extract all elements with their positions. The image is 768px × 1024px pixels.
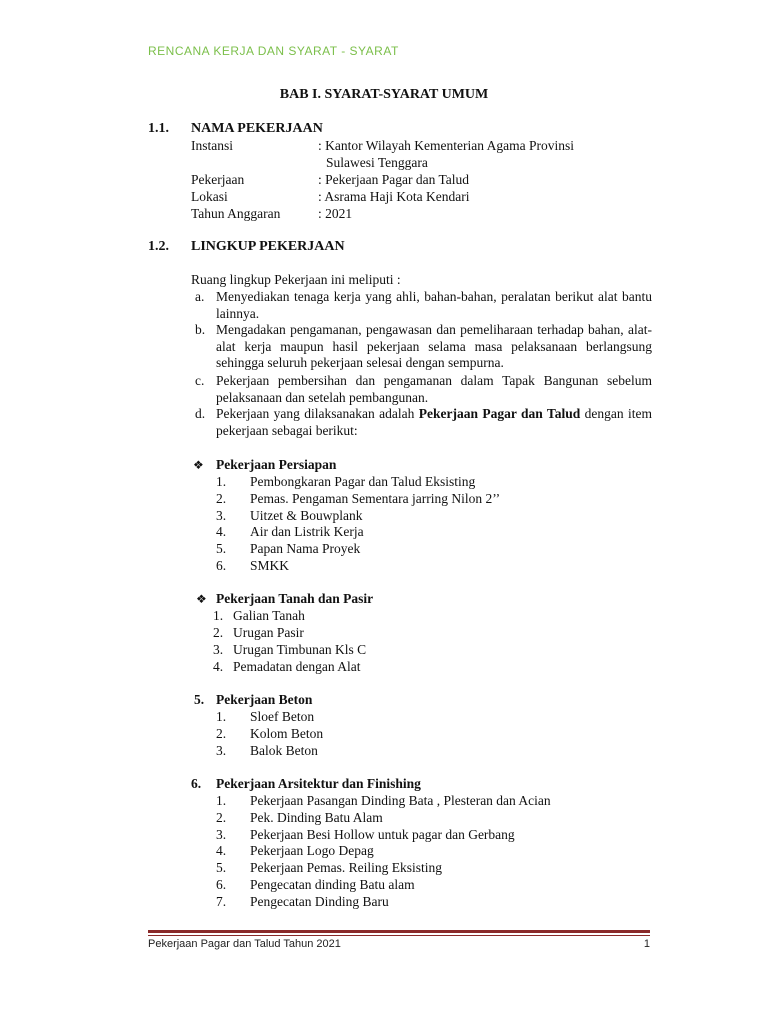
list-item-number: 1. (216, 474, 227, 489)
list-item: Urugan Pasir (233, 625, 304, 640)
scope-item-text-after: dengan item pekerjaan sebagai berikut: (216, 406, 652, 438)
group-number: 6. (191, 776, 202, 791)
list-item: Uitzet & Bouwplank (250, 508, 363, 523)
list-item: Galian Tanah (233, 608, 305, 623)
list-item: Pengecatan Dinding Baru (250, 894, 389, 909)
group-title: Pekerjaan Arsitektur dan Finishing (216, 776, 421, 791)
scope-item-letter: b. (195, 322, 206, 337)
list-item-number: 4. (213, 659, 224, 674)
list-item-number: 2. (216, 810, 227, 825)
list-item: Pekerjaan Besi Hollow untuk pagar dan Gerbang (250, 827, 515, 842)
scope-item-text (216, 406, 652, 439)
chapter-title: BAB I. SYARAT-SYARAT UMUM (279, 87, 489, 102)
list-item-number: 1. (213, 608, 224, 623)
list-item-number: 1. (216, 709, 227, 724)
page-number: 1 (643, 938, 650, 950)
scope-intro: Ruang lingkup Pekerjaan ini meliputi : (191, 272, 401, 287)
diamond-bullet-icon: ❖ (196, 592, 207, 606)
group-title: Pekerjaan Tanah dan Pasir (216, 591, 374, 606)
field-value-instansi-cont: Sulawesi Tenggara (326, 155, 428, 170)
field-value-lokasi: : Asrama Haji Kota Kendari (318, 189, 470, 204)
list-item: Balok Beton (250, 743, 318, 758)
field-label-lokasi: Lokasi (191, 189, 228, 204)
list-item-number: 3. (216, 827, 227, 842)
section-number: 1.1. (148, 121, 169, 136)
project-name-bold: Pekerjaan Pagar dan Talud (418, 406, 581, 421)
list-item: Pek. Dinding Batu Alam (250, 810, 383, 825)
list-item-number: 5. (216, 860, 227, 875)
field-value-instansi: : Kantor Wilayah Kementerian Agama Provinsi (318, 138, 575, 153)
list-item-number: 1. (216, 793, 227, 808)
list-item: Pekerjaan Pasangan Dinding Bata , Plesteran dan Acian (250, 793, 551, 808)
scope-item-text-before: Pekerjaan yang dilaksanakan adalah (216, 406, 419, 421)
list-item: Pekerjaan Pemas. Reiling Eksisting (250, 860, 442, 875)
field-label-tahun: Tahun Anggaran (191, 206, 281, 221)
scope-item-text: Pekerjaan pembersihan dan pengamanan dalam Tapak Bangunan sebelum pelaksanaan dan setelah pembangunan. (216, 373, 652, 405)
list-item-number: 4. (216, 843, 227, 858)
field-label-instansi: Instansi (191, 138, 233, 153)
list-item-number: 2. (216, 491, 227, 506)
section-number: 1.2. (148, 239, 169, 254)
running-header: RENCANA KERJA DAN SYARAT - SYARAT (148, 44, 399, 58)
list-item: Pengecatan dinding Batu alam (250, 877, 415, 892)
list-item-number: 7. (216, 894, 227, 909)
scope-item-letter: d. (195, 406, 206, 421)
group-number: 5. (194, 692, 205, 707)
diamond-bullet-icon: ❖ (193, 458, 204, 472)
field-value-pekerjaan: : Pekerjaan Pagar dan Talud (318, 172, 470, 187)
list-item-number: 3. (216, 743, 227, 758)
list-item-number: 6. (216, 558, 227, 573)
list-item: Pekerjaan Logo Depag (250, 843, 374, 858)
footer-text: Pekerjaan Pagar dan Talud Tahun 2021 (148, 938, 341, 950)
footer-rule-thick (148, 930, 650, 933)
field-value-tahun: : 2021 (318, 206, 353, 221)
list-item-number: 5. (216, 541, 227, 556)
list-item: Pemadatan dengan Alat (233, 659, 361, 674)
scope-item-text: Mengadakan pengamanan, pengawasan dan pemeliharaan terhadap bahan, alat-alat kerja maupun hasil pekerjaan selama masa pelaksanaan berlangsung sehingga seluruh pekerjaan selesai dengan sempurna. (216, 322, 652, 370)
group-title: Pekerjaan Beton (216, 692, 313, 707)
list-item-number: 4. (216, 524, 227, 539)
scope-item-letter: a. (195, 289, 205, 304)
list-item: Papan Nama Proyek (250, 541, 361, 556)
list-item-number: 3. (216, 508, 227, 523)
list-item: Air dan Listrik Kerja (250, 524, 364, 539)
list-item: Urugan Timbunan Kls C (233, 642, 367, 657)
list-item-number: 3. (213, 642, 224, 657)
list-item-number: 2. (216, 726, 227, 741)
scope-item-letter: c. (195, 373, 205, 388)
footer-rule-thin (148, 935, 650, 936)
field-label-pekerjaan: Pekerjaan (191, 172, 245, 187)
group-title: Pekerjaan Persiapan (216, 457, 337, 472)
section-title: NAMA PEKERJAAN (191, 121, 323, 136)
list-item: SMKK (250, 558, 290, 573)
list-item: Pemas. Pengaman Sementara jarring Nilon 2’’ (250, 491, 501, 506)
scope-item-text: Menyediakan tenaga kerja yang ahli, bahan-bahan, peralatan berikut alat bantu lainnya. (216, 289, 652, 321)
list-item: Pembongkaran Pagar dan Talud Eksisting (250, 474, 476, 489)
list-item-number: 2. (213, 625, 224, 640)
list-item: Sloef Beton (250, 709, 315, 724)
list-item-number: 6. (216, 877, 227, 892)
list-item: Kolom Beton (250, 726, 324, 741)
section-title: LINGKUP PEKERJAAN (191, 239, 345, 254)
